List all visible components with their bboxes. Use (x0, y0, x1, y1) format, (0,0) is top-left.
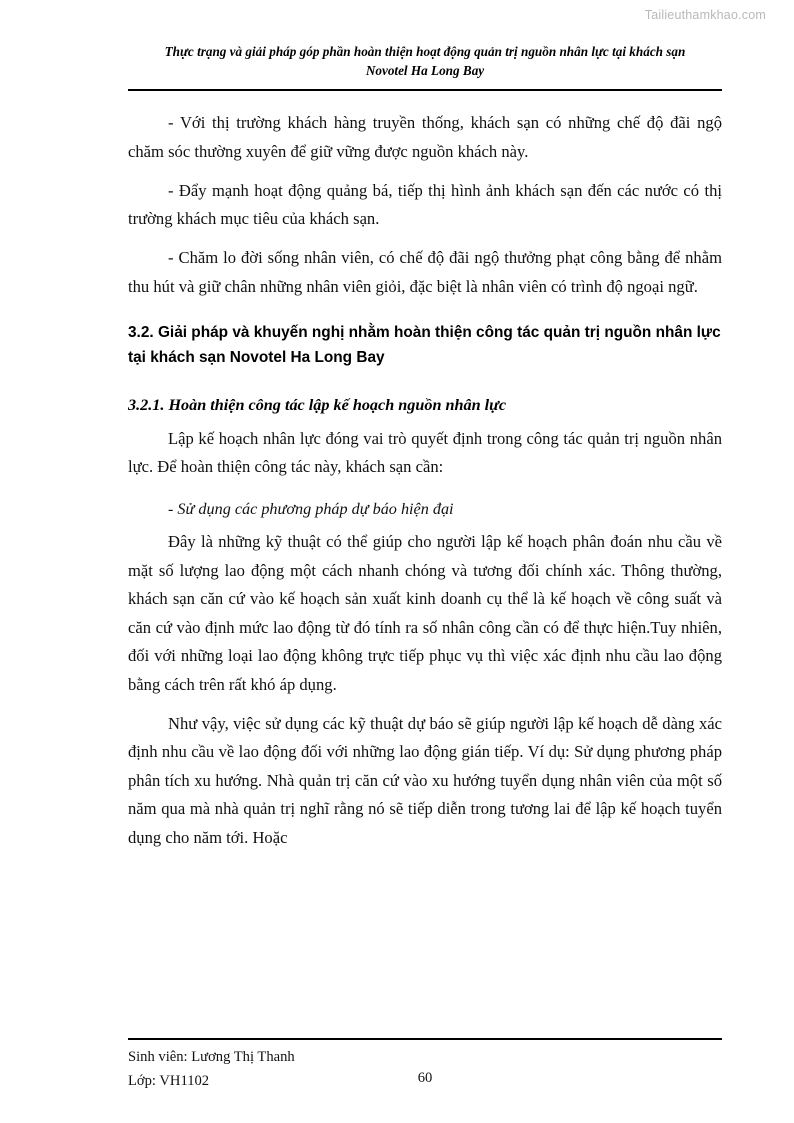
footer-student: Sinh viên: Lương Thị Thanh (128, 1049, 295, 1066)
header-divider (128, 89, 722, 91)
paragraph-plan-intro: Lập kế hoạch nhân lực đóng vai trò quyết định trong công tác quản trị nguồn nhân lực. Để hoàn thiện công tác này, khách sạn cần: (128, 428, 722, 477)
paragraph-bullet-2: - Đẩy mạnh hoạt động quảng bá, tiếp thị hình ảnh khách sạn đến các nước có thị trường khách mục tiêu của khách sạn. (128, 180, 722, 229)
footer-divider (128, 1038, 722, 1040)
page-footer (128, 1038, 722, 1093)
header-line-2: Novotel Ha Long Bay (365, 63, 485, 79)
section-heading-3-2-1: 3.2.1. Hoàn thiện công tác lập kế hoạch nguồn nhân lực (128, 396, 507, 414)
paragraph-bullet-3: - Chăm lo đời sống nhân viên, có chế độ đãi ngộ thưởng phạt công bằng để nhằm thu hút và giữ chân những nhân viên giỏi, đặc biệt là nhân viên có trình độ ngoại ngữ. (128, 248, 722, 296)
running-header (128, 42, 722, 80)
paragraph-spacer (128, 170, 722, 177)
page-content (128, 42, 722, 856)
paragraph-spacer (128, 485, 722, 492)
body-text (128, 109, 722, 852)
paragraph-bullet-1: - Với thị trường khách hàng truyền thống, khách sạn có những chế độ đãi ngộ chăm sóc thường xuyên để giữ vững được nguồn khách này. (128, 113, 722, 161)
paragraph-italic-lead: - Sử dụng các phương pháp dự báo hiện đại (168, 500, 454, 519)
paragraph-spacer (128, 521, 722, 528)
header-line-1: Thực trạng và giải pháp góp phần hoàn thiện hoạt động quản trị nguồn nhân lực tại khách sạn (164, 44, 686, 59)
footer-class: Lớp: VH1102 (128, 1072, 210, 1089)
paragraph-spacer (128, 703, 722, 710)
watermark-text: Tailieuthamkhao.com (644, 8, 766, 22)
paragraph-conclusion: Như vậy, việc sử dụng các kỹ thuật dự báo sẽ giúp người lập kế hoạch dễ dàng xác định nhu cầu về lao động đối với những lao động gián tiếp. Ví dụ: Sử dụng phương pháp phân tích xu hướng. Nhà quản trị căn cứ vào xu hướng tuyển dụng nhân viên của một số năm qua mà nhà quản trị nghĩ rằng nó sẽ tiếp diễn trong tương lai để lập kế hoạch tuyển dụng cho năm tới. Hoặc (128, 713, 722, 847)
section-heading-3-2: 3.2. Giải pháp và khuyến nghị nhằm hoàn thiện công tác quản trị nguồn nhân lực tại khách sạn Novotel Ha Long Bay (128, 324, 721, 367)
paragraph-spacer (128, 237, 722, 244)
paragraph-forecast-techniques: Đây là những kỹ thuật có thể giúp cho người lập kế hoạch phân đoán nhu cầu về mặt số lượng lao động một cách nhanh chóng và tương đối chính xác. Thông thường, khách sạn căn cứ vào kế hoạch sản xuất kinh doanh cụ thể là kế hoạch về công suất và căn cứ vào định mức lao động từ đó tính ra số nhân công cần có để thực hiện.Tuy nhiên, đối với những loại lao động không trực tiếp phục vụ thì việc xác định nhu cầu lao động bằng cách trên rất khó áp dụng. (128, 532, 722, 694)
footer-bottom-row (128, 1070, 722, 1093)
footer-page-number: 60 (417, 1069, 433, 1086)
